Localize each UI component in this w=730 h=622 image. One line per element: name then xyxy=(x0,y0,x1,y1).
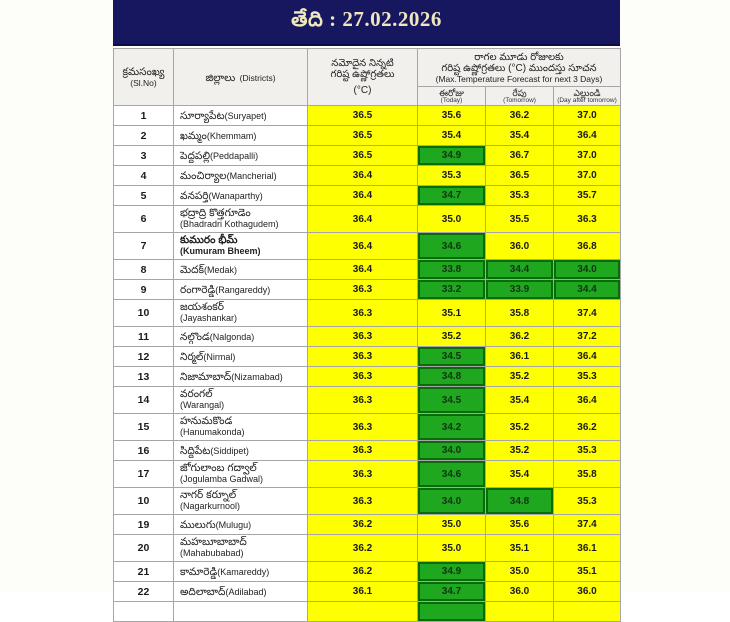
forecast-today-cell: 34.7 xyxy=(418,582,486,602)
district-cell xyxy=(174,106,308,126)
table-row xyxy=(114,602,621,622)
table-row xyxy=(114,414,621,441)
forecast-today-cell: 34.7 xyxy=(418,186,486,206)
district-name-english: (Nirmal) xyxy=(203,352,236,362)
recorded-temp-cell: 36.4 xyxy=(308,260,418,280)
slno-cell: 6 xyxy=(114,206,174,233)
table-row xyxy=(114,347,621,367)
table-row xyxy=(114,461,621,488)
header-districts xyxy=(174,49,308,106)
forecast-today-cell: 35.0 xyxy=(418,515,486,535)
forecast-tomorrow-cell: 35.1 xyxy=(486,535,554,562)
slno-cell: 20 xyxy=(114,535,174,562)
forecast-dayafter-cell: 36.4 xyxy=(554,126,621,146)
district-name-english: (Rangareddy) xyxy=(215,285,271,295)
forecast-tomorrow-cell: 36.1 xyxy=(486,347,554,367)
slno-cell: 12 xyxy=(114,347,174,367)
subheader-english: (Today) xyxy=(440,96,463,104)
forecast-today-cell: 34.0 xyxy=(418,441,486,461)
forecast-dayafter-cell: 37.0 xyxy=(554,106,621,126)
forecast-today-cell: 33.2 xyxy=(418,280,486,300)
district-cell xyxy=(174,347,308,367)
recorded-temp-cell: 36.3 xyxy=(308,414,418,441)
forecast-dayafter-cell: 34.4 xyxy=(554,280,621,300)
forecast-dayafter-cell: 36.8 xyxy=(554,233,621,260)
forecast-subheader-today xyxy=(418,87,486,106)
forecast-tomorrow-cell: 36.7 xyxy=(486,146,554,166)
forecast-tomorrow-cell: 36.5 xyxy=(486,166,554,186)
forecast-tomorrow-cell: 35.2 xyxy=(486,441,554,461)
slno-cell: 1 xyxy=(114,106,174,126)
forecast-tomorrow-cell: 35.0 xyxy=(486,562,554,582)
recorded-temp-cell: 36.2 xyxy=(308,535,418,562)
forecast-tomorrow-cell: 35.4 xyxy=(486,126,554,146)
district-cell xyxy=(174,146,308,166)
recorded-temp-cell xyxy=(308,602,418,622)
header-recorded-line2: గరిష్ట ఉష్ణోగ్రతలు xyxy=(330,69,395,80)
forecast-dayafter-cell: 35.3 xyxy=(554,441,621,461)
table-row xyxy=(114,562,621,582)
district-cell xyxy=(174,602,308,622)
recorded-temp-cell: 36.3 xyxy=(308,488,418,515)
slno-cell: 10 xyxy=(114,300,174,327)
district-name-english: (Siddipet) xyxy=(210,446,249,456)
forecast-dayafter-cell: 37.0 xyxy=(554,166,621,186)
recorded-temp-cell: 36.4 xyxy=(308,186,418,206)
table-row xyxy=(114,515,621,535)
table-row xyxy=(114,233,621,260)
forecast-dayafter-cell: 37.4 xyxy=(554,300,621,327)
district-cell xyxy=(174,582,308,602)
forecast-tomorrow-cell: 35.2 xyxy=(486,367,554,387)
recorded-temp-cell: 36.1 xyxy=(308,582,418,602)
forecast-dayafter-cell: 34.0 xyxy=(554,260,621,280)
forecast-tomorrow-cell: 36.2 xyxy=(486,327,554,347)
header-recorded-line1: నమోదైన నిన్నటి xyxy=(331,58,394,69)
forecast-tomorrow-cell: 35.4 xyxy=(486,461,554,488)
forecast-today-cell: 35.0 xyxy=(418,535,486,562)
recorded-temp-cell: 36.3 xyxy=(308,300,418,327)
district-name-telugu: జయశంకర్ xyxy=(180,301,224,313)
slno-cell: 19 xyxy=(114,515,174,535)
district-name-english: (Mahabubabad) xyxy=(180,548,244,558)
slno-cell: 11 xyxy=(114,327,174,347)
forecast-tomorrow-cell: 35.3 xyxy=(486,186,554,206)
forecast-dayafter-cell: 35.1 xyxy=(554,562,621,582)
forecast-today-cell: 34.6 xyxy=(418,461,486,488)
slno-cell: 14 xyxy=(114,387,174,414)
header-forecast-group xyxy=(418,49,621,87)
district-cell xyxy=(174,387,308,414)
recorded-temp-cell: 36.5 xyxy=(308,126,418,146)
forecast-subheader-dayafter xyxy=(554,87,621,106)
forecast-dayafter-cell: 36.1 xyxy=(554,535,621,562)
forecast-today-cell: 34.9 xyxy=(418,146,486,166)
forecast-tomorrow-cell: 36.0 xyxy=(486,233,554,260)
slno-cell: 2 xyxy=(114,126,174,146)
district-cell xyxy=(174,260,308,280)
forecast-today-cell: 35.2 xyxy=(418,327,486,347)
district-cell xyxy=(174,461,308,488)
district-cell xyxy=(174,206,308,233)
district-name-telugu: సూర్యాపేట xyxy=(180,110,225,122)
table-row xyxy=(114,146,621,166)
forecast-today-cell: 35.6 xyxy=(418,106,486,126)
forecast-dayafter-cell: 37.4 xyxy=(554,515,621,535)
district-name-telugu: ములుగు xyxy=(180,519,216,531)
district-cell xyxy=(174,233,308,260)
district-name-telugu: మెదక్ xyxy=(180,264,205,276)
slno-cell: 22 xyxy=(114,582,174,602)
recorded-temp-cell: 36.2 xyxy=(308,562,418,582)
district-cell xyxy=(174,327,308,347)
district-name-telugu: హనుమకొండ xyxy=(180,415,233,427)
recorded-temp-cell: 36.5 xyxy=(308,146,418,166)
district-name-english: (Nagarkurnool) xyxy=(180,501,241,511)
header-forecast-line1: రాగల మూడు రోజులకు xyxy=(474,51,564,63)
header-districts-telugu: జిల్లాలు xyxy=(205,72,236,84)
district-cell xyxy=(174,166,308,186)
district-name-telugu: వరంగల్ xyxy=(180,388,213,400)
header-districts-english: (Districts) xyxy=(239,73,276,83)
forecast-tomorrow-cell: 34.4 xyxy=(486,260,554,280)
header-slno xyxy=(114,49,174,106)
slno-cell: 7 xyxy=(114,233,174,260)
forecast-dayafter-cell: 37.2 xyxy=(554,327,621,347)
district-name-telugu: పెద్దపల్లి xyxy=(180,150,211,162)
slno-cell: 5 xyxy=(114,186,174,206)
district-name-english: (Hanumakonda) xyxy=(180,427,245,437)
recorded-temp-cell: 36.4 xyxy=(308,166,418,186)
slno-cell: 8 xyxy=(114,260,174,280)
table-body xyxy=(114,106,621,622)
district-cell xyxy=(174,535,308,562)
table-row xyxy=(114,186,621,206)
district-name-telugu: వనపర్తి xyxy=(180,190,209,202)
table-row xyxy=(114,367,621,387)
table-row xyxy=(114,488,621,515)
subheader-telugu: రేపు xyxy=(512,87,527,98)
recorded-temp-cell: 36.3 xyxy=(308,441,418,461)
table-row xyxy=(114,280,621,300)
forecast-today-cell: 35.1 xyxy=(418,300,486,327)
forecast-today-cell: 34.2 xyxy=(418,414,486,441)
district-name-english: (Medak) xyxy=(204,265,238,275)
forecast-tomorrow-cell xyxy=(486,602,554,622)
district-name-english: (Khemmam) xyxy=(206,131,257,141)
forecast-today-cell: 34.6 xyxy=(418,233,486,260)
recorded-temp-cell: 36.4 xyxy=(308,233,418,260)
table-row xyxy=(114,300,621,327)
district-name-telugu: అదిలాబాద్ xyxy=(180,586,226,598)
slno-cell: 4 xyxy=(114,166,174,186)
district-name-telugu: మహబూబాబాద్ xyxy=(180,536,247,548)
district-name-english: (Adilabad) xyxy=(225,587,267,597)
district-name-english: (Kamareddy) xyxy=(217,567,270,577)
slno-cell: 10 xyxy=(114,488,174,515)
recorded-temp-cell: 36.3 xyxy=(308,387,418,414)
forecast-today-cell: 35.0 xyxy=(418,206,486,233)
forecast-tomorrow-cell: 35.2 xyxy=(486,414,554,441)
forecast-today-cell: 33.8 xyxy=(418,260,486,280)
district-name-telugu: నాగర్ కర్నూల్ xyxy=(180,489,237,501)
forecast-dayafter-cell: 35.3 xyxy=(554,367,621,387)
forecast-dayafter-cell: 36.4 xyxy=(554,347,621,367)
temperature-table xyxy=(113,48,621,622)
slno-cell: 13 xyxy=(114,367,174,387)
header-forecast-line2: గరిష్ట ఉష్ణోగ్రతలు (°C) ముందస్తు సూచన xyxy=(441,62,597,74)
forecast-tomorrow-cell: 35.5 xyxy=(486,206,554,233)
table-row xyxy=(114,106,621,126)
forecast-dayafter-cell: 37.0 xyxy=(554,146,621,166)
recorded-temp-cell: 36.3 xyxy=(308,367,418,387)
slno-cell xyxy=(114,602,174,622)
district-name-english: (Nizamabad) xyxy=(231,372,283,382)
forecast-tomorrow-cell: 35.4 xyxy=(486,387,554,414)
slno-cell: 16 xyxy=(114,441,174,461)
district-name-telugu: భద్రాద్రి కొత్తగూడెం xyxy=(180,207,251,219)
header-slno-english: (Sl.No) xyxy=(130,78,157,88)
subheader-english: (Tomorrow) xyxy=(503,96,536,104)
district-cell xyxy=(174,280,308,300)
forecast-today-cell: 34.8 xyxy=(418,367,486,387)
table-header xyxy=(114,49,621,106)
table-row xyxy=(114,126,621,146)
district-name-english: (Jayashankar) xyxy=(180,313,238,323)
forecast-dayafter-cell: 36.2 xyxy=(554,414,621,441)
forecast-tomorrow-cell: 36.2 xyxy=(486,106,554,126)
district-cell xyxy=(174,488,308,515)
table-row xyxy=(114,387,621,414)
district-cell xyxy=(174,126,308,146)
subheader-telugu: ఈరోజు xyxy=(439,87,464,98)
table-row xyxy=(114,260,621,280)
district-name-english: (Jogulamba Gadwal) xyxy=(180,474,264,484)
district-name-telugu: సిద్దిపేట xyxy=(180,445,211,457)
district-name-telugu: నల్గొండ xyxy=(180,331,210,343)
district-name-english: (Wanaparthy) xyxy=(208,191,263,201)
forecast-tomorrow-cell: 35.6 xyxy=(486,515,554,535)
forecast-today-cell: 34.9 xyxy=(418,562,486,582)
recorded-temp-cell: 36.2 xyxy=(308,515,418,535)
table-row xyxy=(114,206,621,233)
forecast-dayafter-cell: 36.4 xyxy=(554,387,621,414)
recorded-temp-cell: 36.3 xyxy=(308,327,418,347)
forecast-tomorrow-cell: 33.9 xyxy=(486,280,554,300)
district-name-telugu: జోగులాంబ గద్వాల్ xyxy=(180,462,257,474)
district-cell xyxy=(174,186,308,206)
district-cell xyxy=(174,441,308,461)
forecast-tomorrow-cell: 34.8 xyxy=(486,488,554,515)
recorded-temp-cell: 36.3 xyxy=(308,280,418,300)
recorded-temp-cell: 36.3 xyxy=(308,347,418,367)
district-name-english: (Kumuram Bheem) xyxy=(180,246,261,256)
forecast-today-cell: 34.5 xyxy=(418,387,486,414)
header-recorded-temp xyxy=(308,49,418,106)
district-cell xyxy=(174,562,308,582)
district-name-telugu: నిజామాబాద్ xyxy=(180,371,232,383)
table-row xyxy=(114,441,621,461)
forecast-today-cell: 34.0 xyxy=(418,488,486,515)
table-row xyxy=(114,535,621,562)
district-name-english: (Suryapet) xyxy=(224,111,267,121)
forecast-tomorrow-cell: 35.8 xyxy=(486,300,554,327)
date-title: తేది : 27.02.2026 xyxy=(291,7,442,31)
slno-cell: 9 xyxy=(114,280,174,300)
slno-cell: 15 xyxy=(114,414,174,441)
district-cell xyxy=(174,414,308,441)
forecast-tomorrow-cell: 36.0 xyxy=(486,582,554,602)
forecast-today-cell: 34.5 xyxy=(418,347,486,367)
slno-cell: 21 xyxy=(114,562,174,582)
slno-cell: 17 xyxy=(114,461,174,488)
district-cell xyxy=(174,367,308,387)
district-name-english: (Peddapalli) xyxy=(210,151,259,161)
district-cell xyxy=(174,300,308,327)
table-row xyxy=(114,327,621,347)
forecast-dayafter-cell: 36.3 xyxy=(554,206,621,233)
district-name-english: (Mulugu) xyxy=(215,520,252,530)
forecast-dayafter-cell: 35.3 xyxy=(554,488,621,515)
district-name-telugu: రంగారెడ్డి xyxy=(180,284,216,296)
forecast-dayafter-cell xyxy=(554,602,621,622)
forecast-today-cell: 35.4 xyxy=(418,126,486,146)
recorded-temp-cell: 36.4 xyxy=(308,206,418,233)
district-cell xyxy=(174,515,308,535)
district-name-english: (Nalgonda) xyxy=(209,332,255,342)
forecast-subheader-tomorrow xyxy=(486,87,554,106)
district-name-english: (Mancherial) xyxy=(226,171,277,181)
subheader-english: (Day after tomorrow) xyxy=(557,96,617,104)
district-name-english: (Warangal) xyxy=(180,400,225,410)
date-banner xyxy=(113,0,620,46)
district-name-telugu: మంచిర్యాల xyxy=(180,170,227,182)
district-name-telugu: కామారెడ్డి xyxy=(180,566,218,578)
forecast-today-cell xyxy=(418,602,486,622)
district-name-telugu: ఖమ్మం xyxy=(180,130,207,142)
table-row xyxy=(114,582,621,602)
recorded-temp-cell: 36.5 xyxy=(308,106,418,126)
district-name-telugu: నిర్మల్ xyxy=(180,351,204,363)
slno-cell: 3 xyxy=(114,146,174,166)
forecast-dayafter-cell: 36.0 xyxy=(554,582,621,602)
header-forecast-english: (Max.Temperature Forecast for next 3 Days) xyxy=(435,73,603,84)
header-slno-telugu: క్రమసంఖ్య xyxy=(122,66,165,78)
forecast-dayafter-cell: 35.8 xyxy=(554,461,621,488)
district-name-english: (Bhadradri Kothagudem) xyxy=(180,219,279,229)
header-recorded-unit: (°C) xyxy=(353,85,372,96)
recorded-temp-cell: 36.3 xyxy=(308,461,418,488)
forecast-dayafter-cell: 35.7 xyxy=(554,186,621,206)
district-name-telugu: కుమురం భీమ్ xyxy=(180,234,238,246)
forecast-today-cell: 35.3 xyxy=(418,166,486,186)
table-row xyxy=(114,166,621,186)
subheader-telugu: ఎల్లుండి xyxy=(573,87,601,98)
